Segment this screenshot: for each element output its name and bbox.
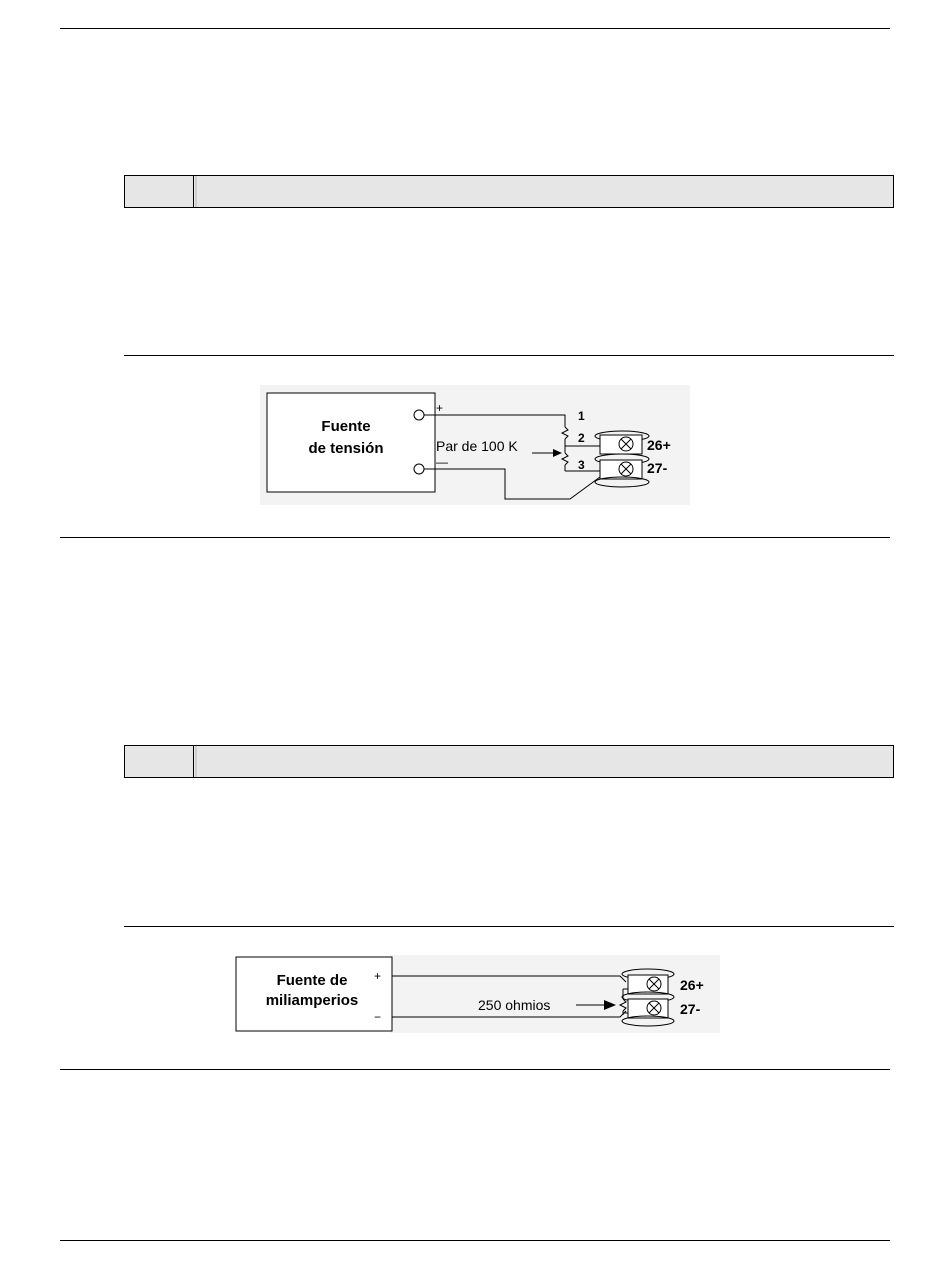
section-rule-2: [60, 1069, 890, 1070]
source-title-line1: Fuente de: [276, 972, 348, 989]
bottom-rule: [60, 1240, 890, 1241]
milliamp-source-wiring-diagram: [230, 955, 720, 1035]
source-title-line2: de tensión: [308, 440, 384, 457]
minus-sign: —: [436, 455, 448, 469]
terminal-26-label: 26+: [647, 437, 671, 453]
plus-sign: +: [374, 969, 382, 983]
table-cell-divider: [193, 746, 194, 777]
terminal-27-label: 27-: [680, 1001, 701, 1017]
minus-sign: −: [374, 1010, 382, 1024]
table-bottom-rule-2: [124, 926, 894, 927]
table-header-bar-1: [124, 175, 894, 208]
voltage-source-wiring-diagram: [260, 385, 690, 510]
table-bottom-rule-1: [124, 355, 894, 356]
pin-1-label: 1: [578, 409, 585, 423]
table-cell-shadow: [195, 746, 197, 777]
table-cell-shadow: [195, 176, 197, 207]
pin-2-label: 2: [578, 431, 585, 445]
source-title-line1: Fuente: [321, 418, 371, 435]
table-cell-divider: [193, 176, 194, 207]
plus-sign: +: [436, 401, 444, 415]
table-header-bar-2: [124, 745, 894, 778]
pin-3-label: 3: [578, 458, 585, 472]
positive-terminal-circle: [414, 410, 424, 420]
top-rule: [60, 28, 890, 29]
divider-label: Par de 100 K: [436, 438, 518, 454]
negative-terminal-circle: [414, 464, 424, 474]
source-title-line2: miliamperios: [265, 992, 359, 1009]
resistor-label: 250 ohmios: [478, 997, 551, 1013]
terminal-27-label: 27-: [647, 460, 668, 476]
section-rule-1: [60, 537, 890, 538]
terminal-26-label: 26+: [680, 977, 704, 993]
